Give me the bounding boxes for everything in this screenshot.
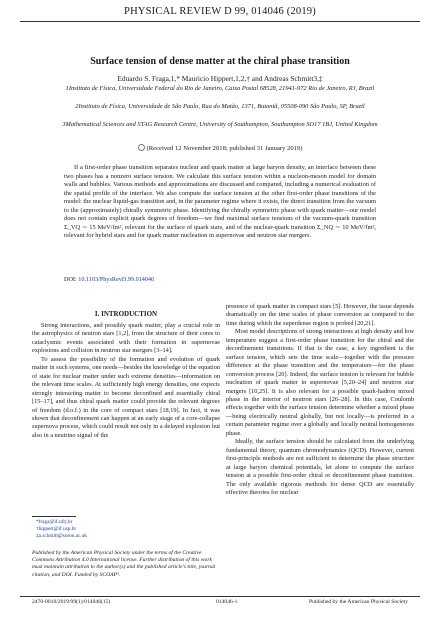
footer-publisher: Published by the American Physical Society bbox=[309, 599, 408, 605]
received-date: (Received 12 November 2018; published 31 January 2019) bbox=[20, 144, 420, 152]
affiliation-2: 2Instituto de Física, Universidade de São Paulo, Rua do Matão, 1371, Butantã, 05508-090 São Paulo, SP, Brazil bbox=[75, 103, 365, 110]
paragraph: Strong interactions, and possibly quark matter, play a crucial role in the astrophysics of neutron stars [1,2], from the structure of their cores to cataclysmic events associated with their formation in supernovae explosions and collision in neutron star mergers [3–14]. bbox=[32, 322, 220, 355]
paragraph: To assess the possibility of the formation and evolution of quark matter in such systems, one needs—besides the knowledge of the equation of state for nuclear matter under such extreme densities—information on the relevant time scales. At sufficiently high energy densities, one expects strongly interacting matter to become deconfined and essentially chiral [15–17], and thus chiral quark matter could provide the relevant degrees of freedom (d.o.f.) in the core of compact stars [18,19]. In fact, it was shown that deconfinement can happen at an early stage of a core-collapse supernova process, which could result not only in a delayed explosion but also in a neutrino signal of the bbox=[32, 355, 220, 439]
right-column bbox=[226, 303, 414, 497]
footnote-email[interactable]: †hippert@if.usp.br bbox=[36, 525, 77, 532]
paragraph: presence of quark matter in compact stars [5]. However, the issue depends dramatically on the time scales of phase conversion as compared to the time during which the superdense region is probed [20,21]. bbox=[226, 303, 414, 327]
footnotes bbox=[32, 519, 220, 540]
footnote-email[interactable]: ‡a.schmitt@soton.ac.uk bbox=[36, 532, 87, 539]
left-column bbox=[32, 322, 220, 440]
author-list: Eduardo S. Fraga,1,* Mauricio Hippert,1,2,† and Andreas Schmitt3,‡ bbox=[117, 74, 323, 83]
doi-link[interactable]: 10.1103/PhysRevD.99.014046 bbox=[78, 276, 155, 283]
footer-rule bbox=[20, 596, 420, 597]
footer-issn: 2470-0010/2019/99(1)/014046(15) bbox=[32, 599, 111, 605]
paper-title: Surface tension of dense matter at the chiral phase transition bbox=[90, 56, 350, 67]
footnote-email[interactable]: *fraga@if.ufrj.br bbox=[36, 519, 73, 525]
abstract-text: If a first-order phase transition separates nuclear and quark matter at large baryon density, an interface between these two phases has a nonzero surface tension. We calculate this surface tension within a nucleon-meson model for domain walls and bubbles. Various methods and approximations are discussed and compared, including a numerical evaluation of the spatial profile of the interface. We also compute the surface tension at the other first-order phase transitions of the model: the nuclear liquid-gas transition and, in the parameter regime where it exists, the direct transition from the vacuum to the (approximately) chirally symmetric phase. Identifying the chirally symmetric phase with quark matter—our model does not contain explicit quark degrees of freedom—we find maximal surface tensions of the vacuum-quark transition Σ_VQ ∼ 15 MeV/fm², relevant for the surface of quark stars, and of the nuclear-quark transition Σ_NQ ∼ 10 MeV/fm², relevant for hybrid stars and for quark matter nucleation in supernovae and neutron star mergers. bbox=[64, 164, 376, 240]
affiliation-3: 3Mathematical Sciences and STAG Research Centre, University of Southampton, Southampton SO17 1BJ, United Kingdom bbox=[62, 121, 378, 128]
section-heading: I. INTRODUCTION bbox=[94, 310, 158, 318]
doi-prefix: DOI: bbox=[64, 276, 77, 283]
paragraph: Most model descriptions of strong interactions at high density and low temperature suggest a first-order phase transition for the chiral and the deconfinement transitions. If that is the case, a key ingredient is the surface tension, which sets the time scale—together with the pressure difference at the phase transition and the temperature—for the phase conversion process [20]. Indeed, the surface tension is relevant for bubble nucleation of quark matter in supernovae [5,20–24] and neutron star mergers [10,25]. It is also relevant for a possible quark-hadron mixed phase in the interior of neutron stars [26–28]. In this case, Coulomb effects together with the surface tension determine whether a mixed phase—being electrically neutral globally, but not locally—is preferred in a certain parameter regime over a globally and locally neutral homogeneous phase. bbox=[226, 328, 414, 437]
paragraph: Ideally, the surface tension should be calculated from the underlying fundamental theory, quantum chromodynamics (QCD). However, current first-principle methods are not sufficient to determine the phase structure at large baryon chemical potentials, let alone to compute the surface tension at a possible first-order chiral or deconfinement phase transition. The only available rigorous methods for dense QCD are essentially effective theories for nuclear bbox=[226, 438, 414, 496]
doi-line bbox=[64, 276, 154, 283]
footer-page-number: 014046-1 bbox=[216, 599, 238, 605]
journal-header: PHYSICAL REVIEW D 99, 014046 (2019) bbox=[124, 6, 316, 17]
license-notice: Published by the American Physical Society under the terms of the Creative Commons Attribution 4.0 International license. Further distribution of this work must maintain attribution to the author(s) and the published article's title, journal citation, and DOI. Funded by SCOAP³. bbox=[32, 550, 216, 578]
abstract bbox=[64, 164, 376, 241]
affiliation-1: 1Instituto de Física, Universidade Federal do Rio de Janeiro, Caixa Postal 68528, 21941-972 Rio de Janeiro, RJ, Brazil bbox=[65, 85, 375, 92]
crossmark-icon[interactable] bbox=[138, 144, 145, 151]
footnote-rule bbox=[32, 516, 76, 517]
header-rule bbox=[20, 21, 420, 22]
